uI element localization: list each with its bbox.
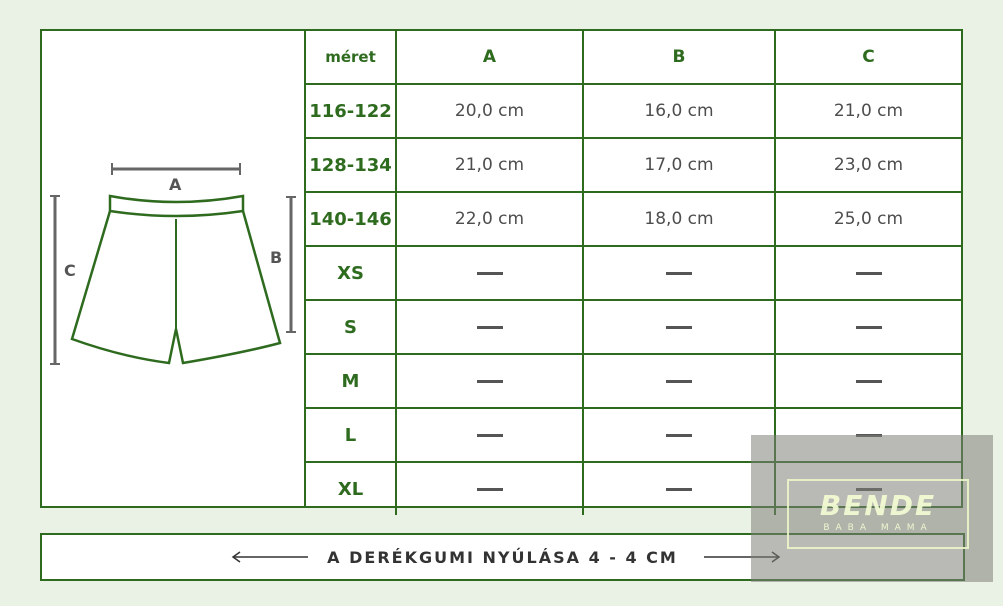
dash-mark <box>666 380 692 383</box>
size-cell: 116-122 <box>306 84 396 138</box>
value-cell-b <box>583 300 775 354</box>
value-cell-b: 18,0 cm <box>583 192 775 246</box>
size-cell: S <box>306 300 396 354</box>
value-cell-b <box>583 246 775 300</box>
dash-mark <box>477 488 503 491</box>
header-size: méret <box>306 31 396 84</box>
value-cell-c: 23,0 cm <box>775 138 961 192</box>
waistband-note: A DERÉKGUMI NYÚLÁSA 4 - 4 CM <box>327 547 678 567</box>
size-cell: 128-134 <box>306 138 396 192</box>
value-cell-a: 21,0 cm <box>396 138 583 192</box>
watermark-overlay <box>751 435 993 582</box>
size-cell: XS <box>306 246 396 300</box>
value-cell-a: 22,0 cm <box>396 192 583 246</box>
dash-mark <box>856 326 882 329</box>
value-cell-c <box>775 354 961 408</box>
dash-mark <box>477 434 503 437</box>
dash-mark <box>856 272 882 275</box>
header-col-c: C <box>775 31 961 84</box>
header-col-b: B <box>583 31 775 84</box>
watermark-logo: BENDE <box>819 489 937 522</box>
dash-mark <box>856 380 882 383</box>
measure-label-c: C <box>64 261 76 280</box>
size-cell: 140-146 <box>306 192 396 246</box>
value-cell-c: 25,0 cm <box>775 192 961 246</box>
size-cell: M <box>306 354 396 408</box>
value-cell-b <box>583 462 775 515</box>
dash-mark <box>666 434 692 437</box>
measure-label-b: B <box>270 248 283 267</box>
value-cell-a <box>396 354 583 408</box>
value-cell-b <box>583 354 775 408</box>
watermark-frame <box>787 479 969 549</box>
table-row <box>306 246 961 300</box>
value-cell-b <box>583 408 775 462</box>
size-cell: L <box>306 408 396 462</box>
table-row <box>306 84 961 138</box>
value-cell-b: 17,0 cm <box>583 138 775 192</box>
dash-mark <box>477 380 503 383</box>
value-cell-a <box>396 300 583 354</box>
table-header-row <box>306 31 961 84</box>
dash-mark <box>666 272 692 275</box>
shorts-drawing <box>42 31 304 506</box>
shorts-illustration <box>42 31 306 506</box>
value-cell-a <box>396 408 583 462</box>
table-row <box>306 354 961 408</box>
table-row <box>306 300 961 354</box>
size-cell: XL <box>306 462 396 515</box>
dash-mark <box>666 488 692 491</box>
value-cell-c <box>775 300 961 354</box>
table-row <box>306 192 961 246</box>
table-row <box>306 138 961 192</box>
value-cell-b: 16,0 cm <box>583 84 775 138</box>
watermark-subtitle: BABA MAMA <box>823 523 933 533</box>
header-col-a: A <box>396 31 583 84</box>
value-cell-c: 21,0 cm <box>775 84 961 138</box>
dash-mark <box>666 326 692 329</box>
value-cell-a <box>396 246 583 300</box>
value-cell-a: 20,0 cm <box>396 84 583 138</box>
value-cell-c <box>775 246 961 300</box>
dash-mark <box>477 272 503 275</box>
measure-label-a: A <box>169 175 182 194</box>
dash-mark <box>477 326 503 329</box>
value-cell-a <box>396 462 583 515</box>
